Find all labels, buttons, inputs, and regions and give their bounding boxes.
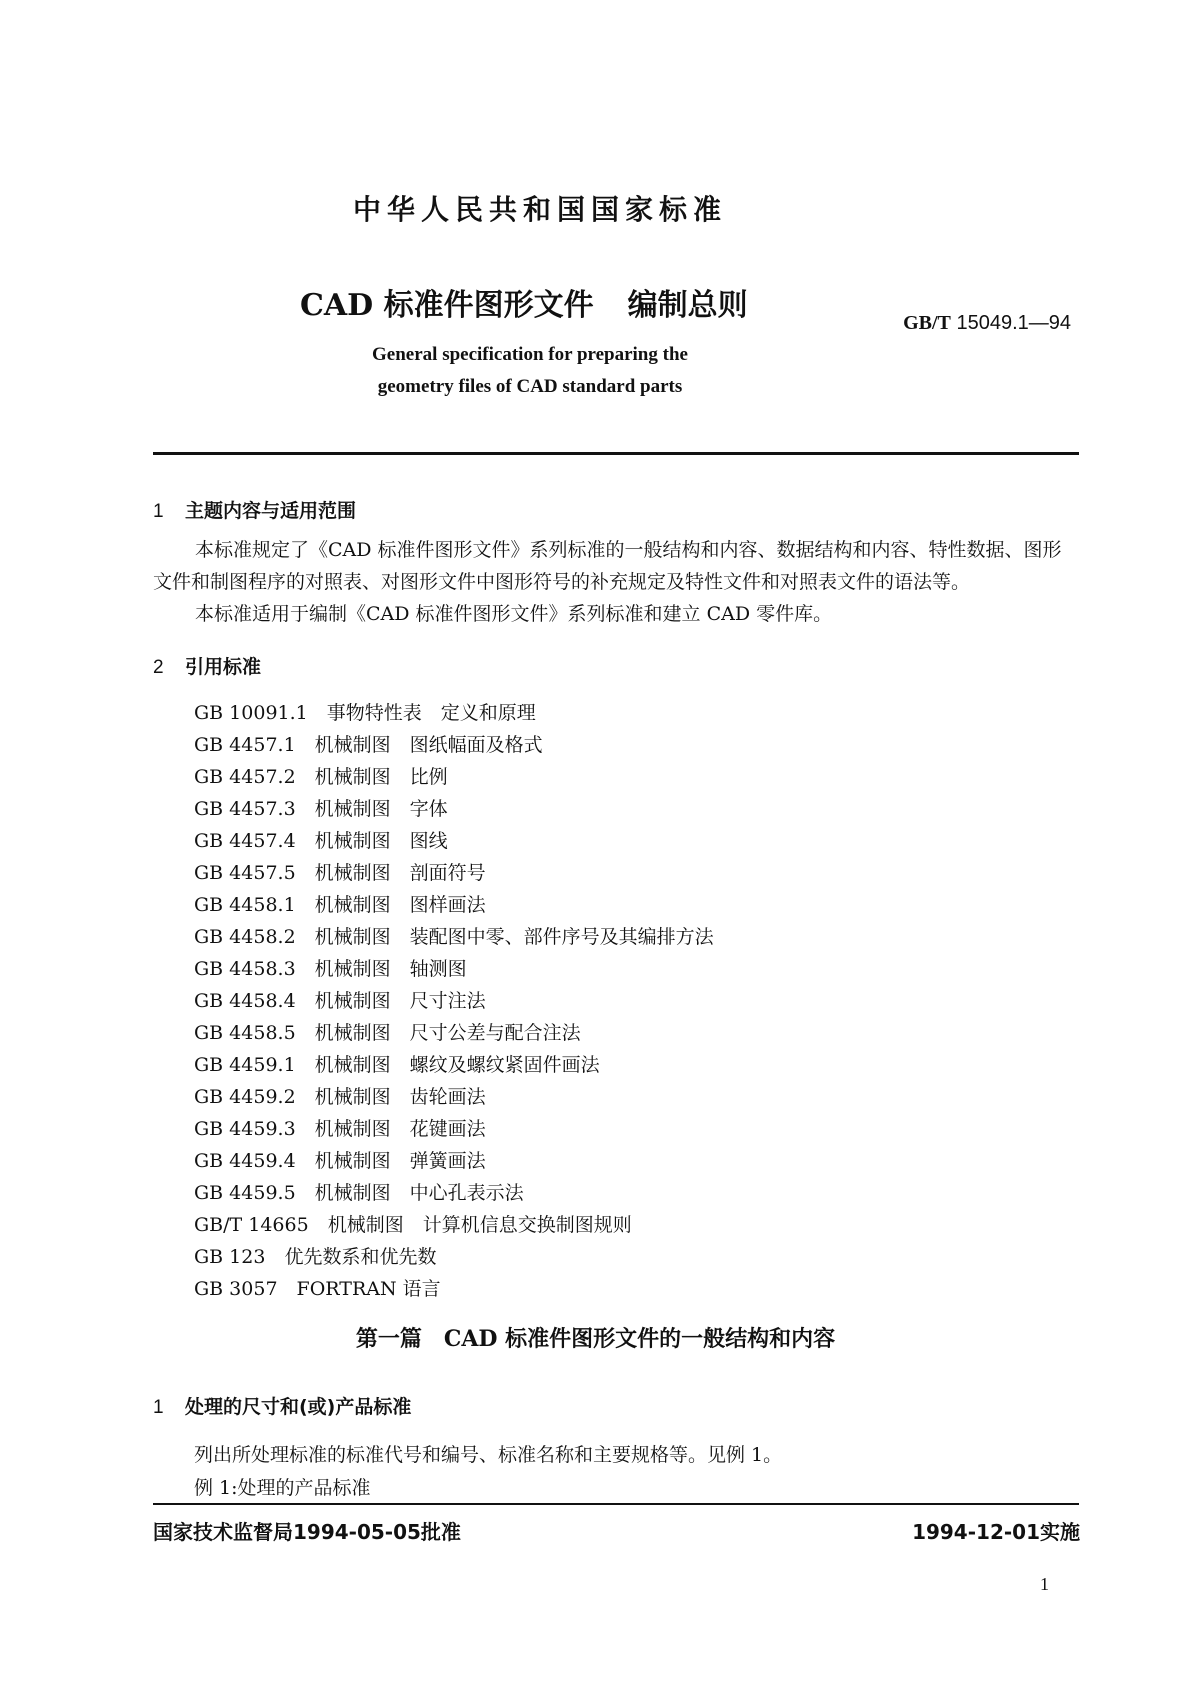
reference-item: GB 4458.4 机械制图 尺寸注法 xyxy=(194,990,486,1012)
page-number: 1 xyxy=(1040,1574,1049,1594)
reference-item: GB 4458.1 机械制图 图样画法 xyxy=(194,894,486,916)
reference-item: GB 4457.3 机械制图 字体 xyxy=(194,798,448,820)
national-standard-header: 中华人民共和国国家标准 xyxy=(352,193,727,226)
reference-item: GB 4458.2 机械制图 装配图中零、部件序号及其编排方法 xyxy=(194,926,714,948)
reference-item: GB 4459.5 机械制图 中心孔表示法 xyxy=(194,1182,524,1204)
reference-item: GB 4459.2 机械制图 齿轮画法 xyxy=(194,1086,486,1108)
top-divider xyxy=(153,452,1079,455)
title-zh-part2: 编制总则 xyxy=(627,288,748,323)
reference-item: GB/T 14665 机械制图 计算机信息交换制图规则 xyxy=(194,1214,632,1236)
effective-date: 1994-12-01实施 xyxy=(912,1520,1080,1544)
approval-date: 国家技术监督局1994-05-05批准 xyxy=(153,1520,461,1544)
reference-item: GB 3057 FORTRAN 语言 xyxy=(194,1278,441,1300)
standard-number xyxy=(903,312,1071,335)
part-1-title: 第一篇 CAD 标准件图形文件的一般结构和内容 xyxy=(355,1326,836,1352)
reference-item: GB 4459.1 机械制图 螺纹及螺纹紧固件画法 xyxy=(194,1054,600,1076)
reference-item: GB 4457.2 机械制图 比例 xyxy=(194,766,448,788)
title-zh-part1: CAD 标准件图形文件 xyxy=(300,288,594,323)
section-1-paragraph-1: 本标准规定了《CAD 标准件图形文件》系列标准的一般结构和内容、数据结构和内容、特性数据、图形文件和制图程序的对照表、对图形文件中图形符号的补充规定及特性文件和对照表文件的语法等。 xyxy=(153,539,1062,593)
reference-item: GB 123 优先数系和优先数 xyxy=(194,1246,437,1268)
standard-number-value: 15049.1—94 xyxy=(956,312,1071,334)
section-2-number: 2 xyxy=(153,657,164,678)
section-1-number: 1 xyxy=(153,501,164,522)
title-en-line1: General specification for preparing the xyxy=(372,344,688,365)
reference-item: GB 4458.5 机械制图 尺寸公差与配合注法 xyxy=(194,1022,581,1044)
standard-number-prefix: GB/T xyxy=(903,312,951,334)
section-2-title: 引用标准 xyxy=(185,656,262,678)
reference-item: GB 4457.1 机械制图 图纸幅面及格式 xyxy=(194,734,543,756)
reference-item: GB 4457.4 机械制图 图线 xyxy=(194,830,448,852)
part-1-section-1-heading xyxy=(153,1392,411,1419)
reference-item: GB 4458.3 机械制图 轴测图 xyxy=(194,958,467,980)
section-1-heading xyxy=(153,496,356,523)
section-1-title: 主题内容与适用范围 xyxy=(185,500,357,522)
reference-item: GB 4457.5 机械制图 剖面符号 xyxy=(194,862,486,884)
section-2-heading xyxy=(153,652,261,679)
reference-item: GB 4459.3 机械制图 花键画法 xyxy=(194,1118,486,1140)
bottom-divider xyxy=(153,1503,1079,1505)
section-1-paragraph-2: 本标准适用于编制《CAD 标准件图形文件》系列标准和建立 CAD 零件库。 xyxy=(195,603,833,625)
document-title xyxy=(300,280,748,324)
part-1-section-1-line-2: 例 1:处理的产品标准 xyxy=(194,1477,371,1499)
part-1-section-1-number: 1 xyxy=(153,1397,164,1418)
part-1-section-1-title: 处理的尺寸和(或)产品标准 xyxy=(185,1396,412,1418)
reference-item: GB 4459.4 机械制图 弹簧画法 xyxy=(194,1150,486,1172)
part-1-section-1-line-1: 列出所处理标准的标准代号和编号、标准名称和主要规格等。见例 1。 xyxy=(194,1444,783,1466)
title-en-line2: geometry files of CAD standard parts xyxy=(377,376,683,397)
reference-item: GB 10091.1 事物特性表 定义和原理 xyxy=(194,702,536,724)
